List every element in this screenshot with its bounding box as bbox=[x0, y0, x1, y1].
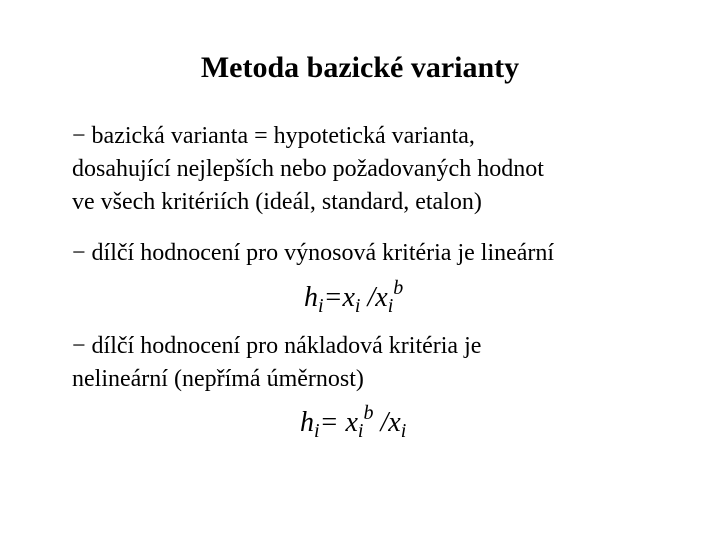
formula-equals: = bbox=[323, 282, 343, 313]
formula-denominator-sub: i bbox=[387, 295, 394, 317]
bullet-marker: − bbox=[72, 240, 86, 266]
formula-denominator-sub: i bbox=[400, 420, 407, 442]
bullet-line: nelineární (nepřímá úměrnost) bbox=[72, 366, 364, 392]
bullet-text: bazická varianta = hypotetická varianta, bbox=[91, 123, 475, 149]
formula-denominator: x bbox=[375, 282, 388, 313]
bullet-line bbox=[72, 120, 712, 153]
formula-numerator-sub: i bbox=[357, 420, 364, 442]
bullet-text: dílčí hodnocení pro nákladová kritéria je bbox=[91, 333, 482, 359]
formula-numerator: x bbox=[342, 282, 355, 313]
formula-slash: / bbox=[360, 282, 376, 313]
formula-denominator: x bbox=[388, 407, 401, 438]
bullet-line: ve všech kritériích (ideál, standard, etalon) bbox=[72, 189, 482, 215]
formula-lhs: h bbox=[300, 407, 314, 438]
bullet-ideal-variant bbox=[72, 120, 712, 219]
bullet-marker: − bbox=[72, 123, 86, 149]
formula-lhs-sub: i bbox=[318, 295, 324, 317]
slide-title: Metoda bazické varianty bbox=[200, 51, 520, 84]
bullet-cost-criteria bbox=[72, 330, 712, 396]
formula-lhs: h bbox=[304, 282, 318, 313]
formula-numerator: x bbox=[345, 407, 358, 438]
formula-equals: = bbox=[319, 407, 346, 438]
formula-lhs-sub: i bbox=[314, 420, 320, 442]
bullet-line: dosahující nejlepších nebo požadovaných hodnot bbox=[72, 156, 544, 182]
bullet-benefit-criteria bbox=[72, 237, 712, 270]
bullet-text: dílčí hodnocení pro výnosová kritéria je lineární bbox=[91, 240, 555, 266]
formula-denominator-sup: b bbox=[393, 277, 404, 299]
bullet-marker: − bbox=[72, 333, 86, 359]
formula-benefit bbox=[304, 277, 404, 317]
bullet-line bbox=[72, 237, 712, 270]
formula-cost bbox=[300, 402, 407, 442]
formula-slash: / bbox=[373, 407, 389, 438]
formula-numerator-sup: b bbox=[363, 402, 374, 424]
formula-numerator-sub: i bbox=[354, 295, 361, 317]
bullet-line bbox=[72, 330, 712, 363]
